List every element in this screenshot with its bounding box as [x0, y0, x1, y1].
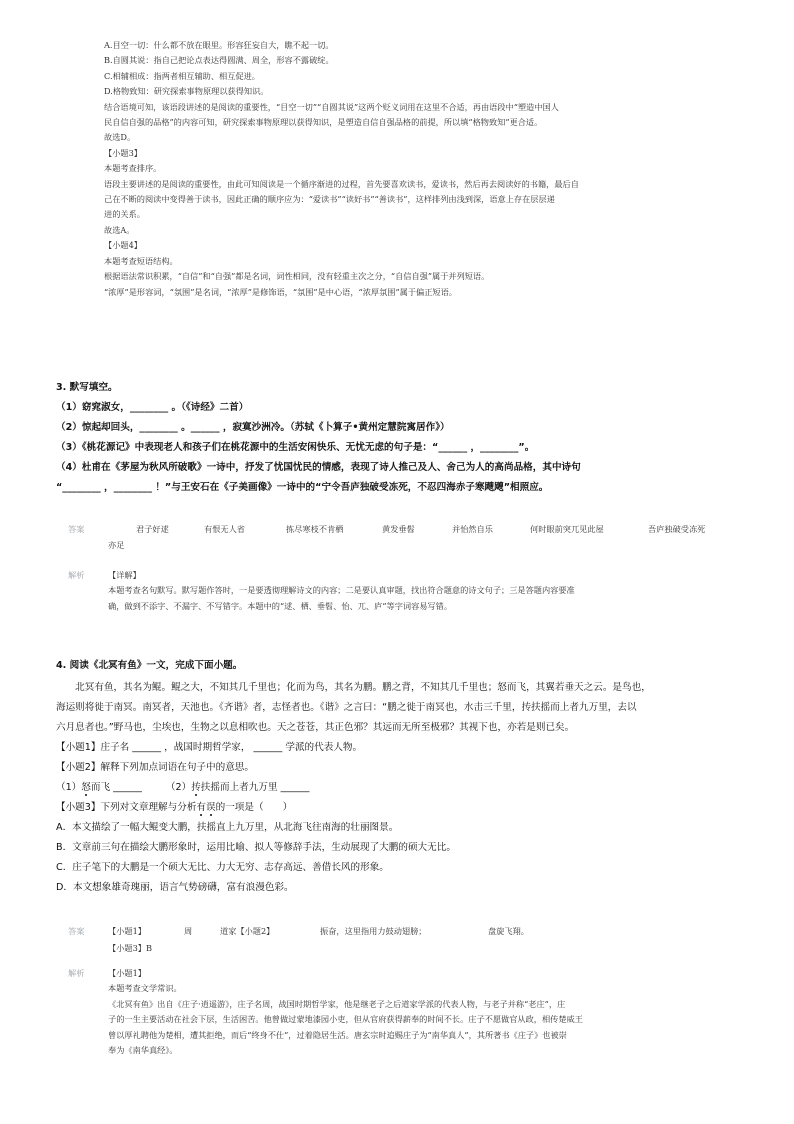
dotted-word: 抟 — [191, 782, 201, 793]
analysis-line: 《北冥有鱼》出自《庄子·逍遥游》，庄子名周，战国时期哲学家，他是继老子之后道家学派的代表人物，与老子并称“老庄”，庄 — [108, 998, 566, 1009]
question-line: （3）《桃花源记》中表现老人和孩子们在桃花源中的生活安闲快乐、无忧无虑的句子是：“______ ，________”。 — [56, 442, 535, 453]
item-text: 【小题3】下列对文章理解与分析 — [56, 802, 197, 813]
answer-item: 并怡然自乐 — [452, 524, 493, 534]
item-number: （2） — [170, 782, 192, 793]
explanation-line: 己在不断的阅读中变得善于读书，因此正确的顺序应为：“爱读书”“读好书”“善读书”，这样排列由浅到深，语意上存在层层递 — [104, 194, 555, 205]
question-line: （1）窈窕淑女，________ 。（《诗经》二首） — [56, 402, 249, 413]
question-title: 3. 默写填空。 — [56, 382, 118, 393]
q4-analysis — [108, 966, 748, 1058]
question-line: （4）杜甫在《茅屋为秋风所破歌》一诗中，抒发了忧国忧民的情感，表现了诗人推己及人、舍己为人的高尚品格，其中诗句 — [56, 462, 581, 473]
option-b: B．文章前三句在描绘大鹏形象时，运用比喻、拟人等修辞手法，生动展现了大鹏的硕大无比。 — [56, 842, 456, 853]
option-c: C．庄子笔下的大鹏是一个硕大无比、力大无穷、志存高远、善借长风的形象。 — [56, 862, 389, 873]
dotted-word: 有 — [196, 802, 207, 813]
explanation-line: 故选A。 — [104, 224, 135, 235]
answer-item: 亦足 — [108, 540, 125, 550]
analysis-line: 确，做到不添字、不漏字、不写错字。本题中的“逑、栖、垂髫、怡、兀、庐”等字词容易写错。 — [108, 600, 453, 611]
passage-line: 北冥有鱼，其名为鲲。鲲之大，不知其几千里也；化而为鸟，其名为鹏。鹏之背，不知其几千里也；怒而飞，其翼若垂天之云。是鸟也， — [56, 682, 651, 693]
option-d: D．本文想象雄奇瑰丽，语言气势磅礴，富有浪漫色彩。 — [56, 882, 294, 893]
item-text: 扶摇而上者九万里 ______ — [200, 782, 310, 793]
item-text: 而飞 ______ — [90, 782, 142, 793]
question-title: 4. 阅读《北冥有鱼》一文，完成下面小题。 — [56, 660, 243, 671]
explanation-line: 结合语境可知，该语段讲述的是阅读的重要性，“目空一切”“自圆其说”这两个贬义词用在这里不合适，再由语段中“塑造中国人 — [104, 101, 559, 112]
analysis-line: 【详解】 — [108, 570, 141, 580]
dotted-word: 怒 — [81, 782, 91, 793]
explanation-line: 【小题3】 — [104, 147, 142, 158]
explanation-line: 【小题4】 — [104, 240, 142, 251]
question-line: “________ ，________ ！”与王安石在《子美画像》一诗中的“宁令吾庐独破受冻死，不忍四海赤子寒飕飕”相照应。 — [56, 482, 549, 493]
explanation-line: D.格物致知：研究探索事物原理以获得知识。 — [104, 86, 269, 97]
explanation-line: 故选D。 — [104, 132, 136, 143]
answer-tag: 答案 — [68, 524, 85, 534]
answer-tag: 答案 — [68, 926, 85, 936]
answer-item: 道家【小题2】 — [220, 926, 275, 936]
dotted-word: 误 — [206, 802, 216, 813]
answer-item: 振奋，这里指用力鼓动翅膀； — [320, 926, 427, 936]
passage — [56, 678, 746, 898]
sub-question-2: 【小题2】解释下列加点词语在句子中的意思。 — [56, 762, 254, 773]
passage-line: 海运则将徙于南冥。南冥者，天池也。《齐谐》者，志怪者也。《谐》之言曰：“鹏之徙于南冥也，水击三千里，抟扶摇而上者九万里，去以 — [56, 702, 637, 713]
answer-item: 君子好逑 — [136, 524, 169, 534]
item-text: 的一项是（ ） — [215, 802, 293, 813]
analysis-line: 奉为《南华真经》。 — [108, 1045, 178, 1056]
analysis-tag: 解析 — [68, 570, 85, 580]
analysis-tag: 解析 — [68, 968, 85, 978]
explanation-top — [104, 38, 744, 300]
answer-item: 【小题3】B — [108, 943, 152, 953]
sub-question-2-items — [56, 778, 746, 798]
explanation-line: 进的关系。 — [104, 209, 145, 220]
explanation-line: “浓厚”是形容词，“氛围”是名词，“浓厚”是修饰语，“氛围”是中心语，“浓厚氛围”属于偏正短语。 — [104, 286, 457, 297]
analysis-line: 子的一生主要活动在社会下层，生活困苦。他曾做过蒙地漆园小吏，但从官府获得薪奉的时间不长。庄子不愿做官从政，相传楚威王 — [108, 1014, 583, 1025]
explanation-line: B.自圆其说：指自己把论点表达得圆满、周全，形容不露破绽。 — [104, 55, 334, 66]
answer-item: 周 — [184, 926, 193, 936]
q4-answer — [68, 924, 748, 958]
question-line: （2）惊起却回头，________ 。______ ，寂寞沙洲冷。（苏轼《卜算子•黄州定慧院寓居作》） — [56, 422, 450, 433]
q3-answer — [68, 522, 748, 556]
explanation-line: 本题考查短语结构。 — [104, 255, 178, 266]
analysis-line: 本题考查名句默写。默写题作答时，一是要透彻理解诗文的内容；二是要认真审题，找出符合题意的诗文句子；三是答题内容要准 — [108, 585, 575, 596]
passage-line: 六月息者也。”野马也，尘埃也，生物之以息相吹也。天之苍苍，其正色邪？其远而无所至极邪？其视下也，亦若是则已矣。 — [56, 722, 575, 733]
answer-item: 何时眼前突兀见此屋 — [530, 524, 604, 534]
explanation-line: 语段主要讲述的是阅读的重要性，由此可知阅读是一个循序渐进的过程，首先要喜欢读书，爱读书，然后再去阅读好的书籍，最后自 — [104, 178, 579, 189]
answer-item: 有恨无人省 — [204, 524, 245, 534]
answer-item: 拣尽寒枝不肯栖 — [286, 524, 344, 534]
explanation-line: 根据语法常识积累，“自信”和“自强”都是名词，词性相同，没有轻重主次之分，“自信自强”属于并列短语。 — [104, 271, 490, 282]
explanation-line: 本题考查排序。 — [104, 163, 162, 174]
analysis-line: 【小题1】 — [108, 968, 146, 978]
analysis-line: 本题考查文学常识。 — [108, 983, 182, 994]
question-4-title — [56, 656, 746, 676]
sub-question-1: 【小题1】庄子名 ______ ，战国时期哲学家， ______ 学派的代表人物。 — [56, 742, 363, 753]
question-3 — [56, 378, 746, 498]
q3-analysis — [108, 568, 748, 614]
option-a: A．本文描绘了一幅大鲲变大鹏，扶摇直上九万里，从北海飞往南海的壮丽图景。 — [56, 822, 399, 833]
answer-item: 盘旋飞翔。 — [488, 926, 529, 936]
explanation-line: 民自信自强的品格”的内容可知，研究探索事物原理以获得知识，是塑造自信自强品格的前提，所以填“格物致知”更合适。 — [104, 117, 543, 128]
sub-question-3 — [56, 798, 746, 818]
answer-item: 吾庐独破受冻死 — [648, 524, 706, 534]
answer-item: 黄发垂髫 — [382, 524, 415, 534]
analysis-line: 曾以厚礼聘他为楚相，遭其拒绝，而后“终身不仕”，过着隐居生活。唐玄宗时追赐庄子为“南华真人”，其所著书《庄子》也被崇 — [108, 1029, 567, 1040]
explanation-line: A.目空一切：什么都不放在眼里。形容狂妄自大，瞧不起一切。 — [104, 40, 334, 50]
answer-item: 【小题1】 — [108, 926, 146, 936]
explanation-line: C.相辅相成：指两者相互辅助、相互促进。 — [104, 70, 260, 81]
item-number: （1） — [56, 782, 82, 793]
